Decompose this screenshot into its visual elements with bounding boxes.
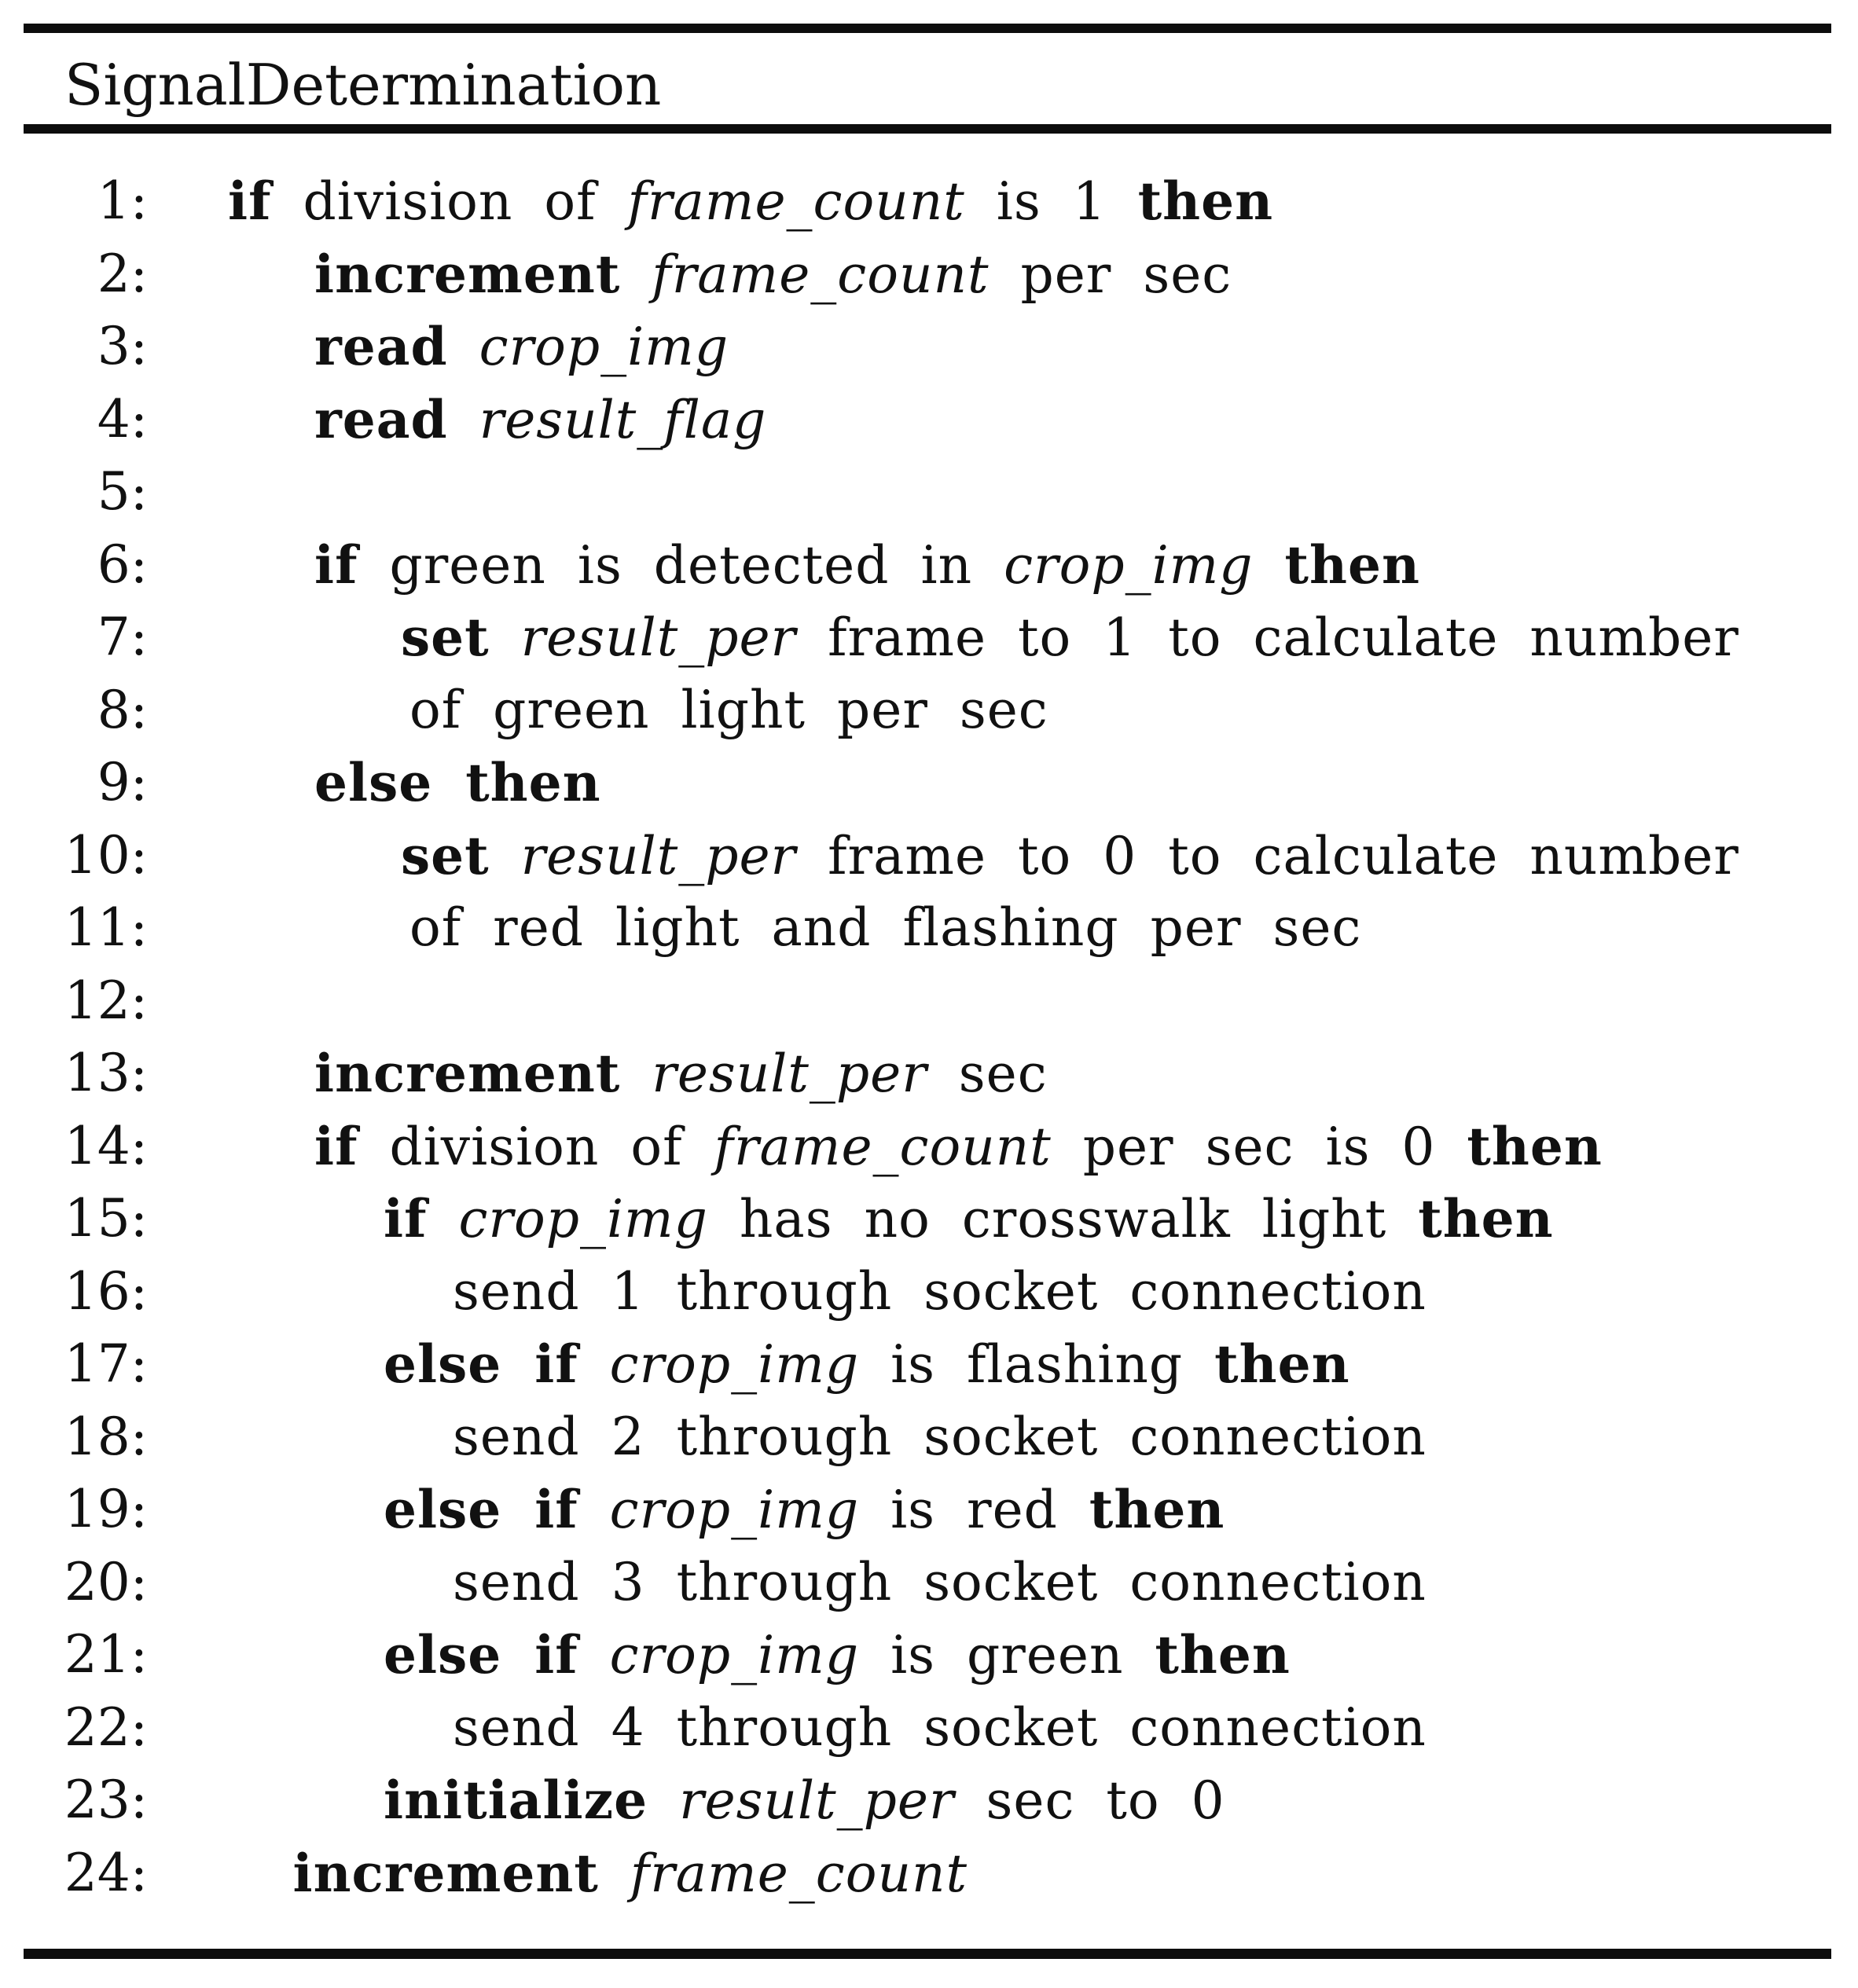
line-number: 16: <box>64 1260 148 1322</box>
keyword: then <box>1284 534 1420 596</box>
keyword: then <box>1137 171 1274 232</box>
code-text: green is detected in <box>358 534 1004 596</box>
variable: crop_img <box>609 1625 860 1685</box>
line-number: 20: <box>64 1551 148 1612</box>
code-text: sec <box>927 1044 1048 1104</box>
algorithm-line <box>0 1473 1858 1546</box>
line-code <box>409 892 1361 965</box>
keyword: else if <box>384 1624 578 1685</box>
algorithm-line <box>0 892 1858 965</box>
line-code <box>384 1473 1225 1547</box>
line-number: 12: <box>64 970 148 1031</box>
bottom-rule <box>24 1949 1831 1959</box>
line-number: 22: <box>64 1696 148 1758</box>
algorithm-line <box>0 310 1858 383</box>
code-text <box>448 317 479 377</box>
code-text: send 3 through socket connection <box>453 1551 1427 1612</box>
line-code <box>409 674 1048 747</box>
code-text: send 4 through socket connection <box>453 1696 1427 1758</box>
keyword: read <box>314 388 448 450</box>
algorithm-line <box>0 1256 1858 1329</box>
algorithm-line <box>0 1037 1858 1110</box>
keyword: if <box>228 171 272 232</box>
algorithm-line <box>0 1619 1858 1692</box>
variable: crop_img <box>458 1189 708 1249</box>
code-text: frame to 1 to calculate number <box>796 607 1739 668</box>
line-number: 6: <box>97 534 148 595</box>
line-number: 13: <box>64 1043 148 1103</box>
algorithm-line <box>0 1764 1858 1837</box>
variable: crop_img <box>1004 534 1254 596</box>
code-text: send 2 through socket connection <box>453 1406 1427 1467</box>
keyword: else if <box>384 1333 578 1395</box>
line-code <box>314 746 601 820</box>
code-text <box>620 244 652 305</box>
line-code <box>453 1256 1427 1329</box>
line-number: 18: <box>64 1406 148 1467</box>
line-code <box>384 1619 1291 1693</box>
line-code <box>384 1328 1350 1402</box>
code-text: is 1 <box>964 171 1138 232</box>
algorithm-line <box>0 1183 1858 1256</box>
algorithm-line <box>0 1692 1858 1765</box>
algorithm-line <box>0 1837 1858 1910</box>
code-text <box>1254 535 1285 596</box>
algorithm-line <box>0 383 1858 457</box>
algorithm-line <box>0 965 1858 1038</box>
code-text: division of <box>271 171 628 232</box>
line-number: 11: <box>64 897 148 958</box>
line-code <box>384 1764 1225 1838</box>
keyword: then <box>1214 1333 1350 1395</box>
keyword: then <box>1467 1115 1603 1177</box>
line-number: 8: <box>97 679 148 740</box>
code-text <box>448 390 479 450</box>
line-code <box>453 1692 1427 1765</box>
line-number: 17: <box>64 1333 148 1394</box>
line-code <box>314 310 729 384</box>
line-number: 7: <box>97 607 148 667</box>
code-text <box>578 1334 610 1395</box>
line-code <box>401 820 1739 893</box>
line-number: 14: <box>64 1115 148 1176</box>
code-text: sec to 0 <box>954 1770 1225 1831</box>
code-text: frame to 0 to calculate number <box>796 825 1739 886</box>
code-text: division of <box>358 1116 714 1177</box>
algorithm-line <box>0 456 1858 529</box>
code-text: is flashing <box>859 1334 1215 1395</box>
code-text: per sec is 0 <box>1051 1116 1467 1177</box>
code-text <box>599 1843 630 1904</box>
keyword: set <box>401 607 490 668</box>
variable: frame_count <box>652 244 990 305</box>
line-code <box>314 1110 1603 1184</box>
variable: result_per <box>520 607 797 668</box>
variable: result_per <box>652 1044 927 1104</box>
line-code <box>314 1037 1048 1111</box>
variable: result_per <box>520 825 797 886</box>
code-text: has no crosswalk light <box>707 1189 1419 1249</box>
header-rule <box>24 124 1831 134</box>
keyword: then <box>1418 1188 1554 1249</box>
code-text <box>648 1770 679 1831</box>
algorithm-line <box>0 601 1858 674</box>
top-rule <box>24 24 1831 33</box>
keyword: increment <box>314 243 621 305</box>
keyword: then <box>1089 1479 1225 1540</box>
line-number: 19: <box>64 1479 148 1539</box>
line-number: 2: <box>97 243 148 304</box>
line-number: 23: <box>64 1770 148 1830</box>
line-code <box>314 238 1232 312</box>
line-code <box>314 529 1420 603</box>
algorithm-line <box>0 165 1858 238</box>
line-code <box>293 1837 968 1911</box>
keyword: else then <box>314 752 601 813</box>
algorithm-line <box>0 746 1858 820</box>
algorithm-line <box>0 1546 1858 1619</box>
line-number: 5: <box>97 461 148 522</box>
algorithm-line <box>0 529 1858 602</box>
code-text <box>427 1189 458 1249</box>
keyword: if <box>314 1115 358 1177</box>
keyword: read <box>314 316 448 377</box>
algorithm-line <box>0 820 1858 893</box>
variable: result_per <box>679 1770 955 1831</box>
code-text: of red light and flashing per sec <box>409 897 1362 958</box>
code-text: of green light per sec <box>409 679 1048 740</box>
keyword: increment <box>314 1043 621 1104</box>
code-text <box>490 607 521 668</box>
line-code <box>453 1546 1427 1619</box>
keyword: initialize <box>384 1770 648 1831</box>
line-number: 9: <box>97 752 148 812</box>
line-number: 10: <box>64 824 148 886</box>
code-text: per sec <box>989 244 1232 305</box>
code-text: is green <box>859 1625 1155 1685</box>
variable: frame_count <box>714 1116 1052 1177</box>
variable: frame_count <box>627 171 965 232</box>
keyword: else if <box>384 1479 578 1540</box>
code-text: send 1 through socket connection <box>453 1260 1427 1322</box>
keyword: then <box>1155 1624 1291 1685</box>
line-number: 1: <box>97 171 148 231</box>
variable: crop_img <box>479 317 729 377</box>
line-number: 21: <box>64 1624 148 1685</box>
line-number: 4: <box>97 388 148 449</box>
line-number: 3: <box>97 316 148 376</box>
line-code <box>384 1183 1554 1256</box>
algorithm-title: SignalDetermination <box>64 52 662 118</box>
variable: crop_img <box>609 1334 860 1395</box>
variable: result_flag <box>479 389 767 450</box>
line-code <box>453 1401 1427 1474</box>
code-text: is red <box>859 1480 1089 1540</box>
line-code <box>401 601 1739 675</box>
code-text <box>490 826 521 886</box>
code-text <box>578 1480 610 1540</box>
variable: frame_count <box>630 1843 968 1904</box>
algorithm-line <box>0 238 1858 311</box>
algorithm-body <box>0 165 1858 1909</box>
algorithm-line <box>0 674 1858 747</box>
keyword: increment <box>292 1842 599 1904</box>
code-text <box>578 1625 610 1685</box>
keyword: if <box>384 1188 428 1249</box>
line-code <box>228 165 1273 239</box>
code-text <box>620 1044 652 1104</box>
line-code <box>314 383 766 457</box>
algorithm-line <box>0 1401 1858 1474</box>
algorithm-line <box>0 1110 1858 1183</box>
line-number: 15: <box>64 1188 148 1249</box>
keyword: if <box>314 534 358 596</box>
algorithm-line <box>0 1328 1858 1401</box>
keyword: set <box>401 824 490 886</box>
line-number: 24: <box>64 1842 148 1903</box>
variable: crop_img <box>609 1480 860 1540</box>
